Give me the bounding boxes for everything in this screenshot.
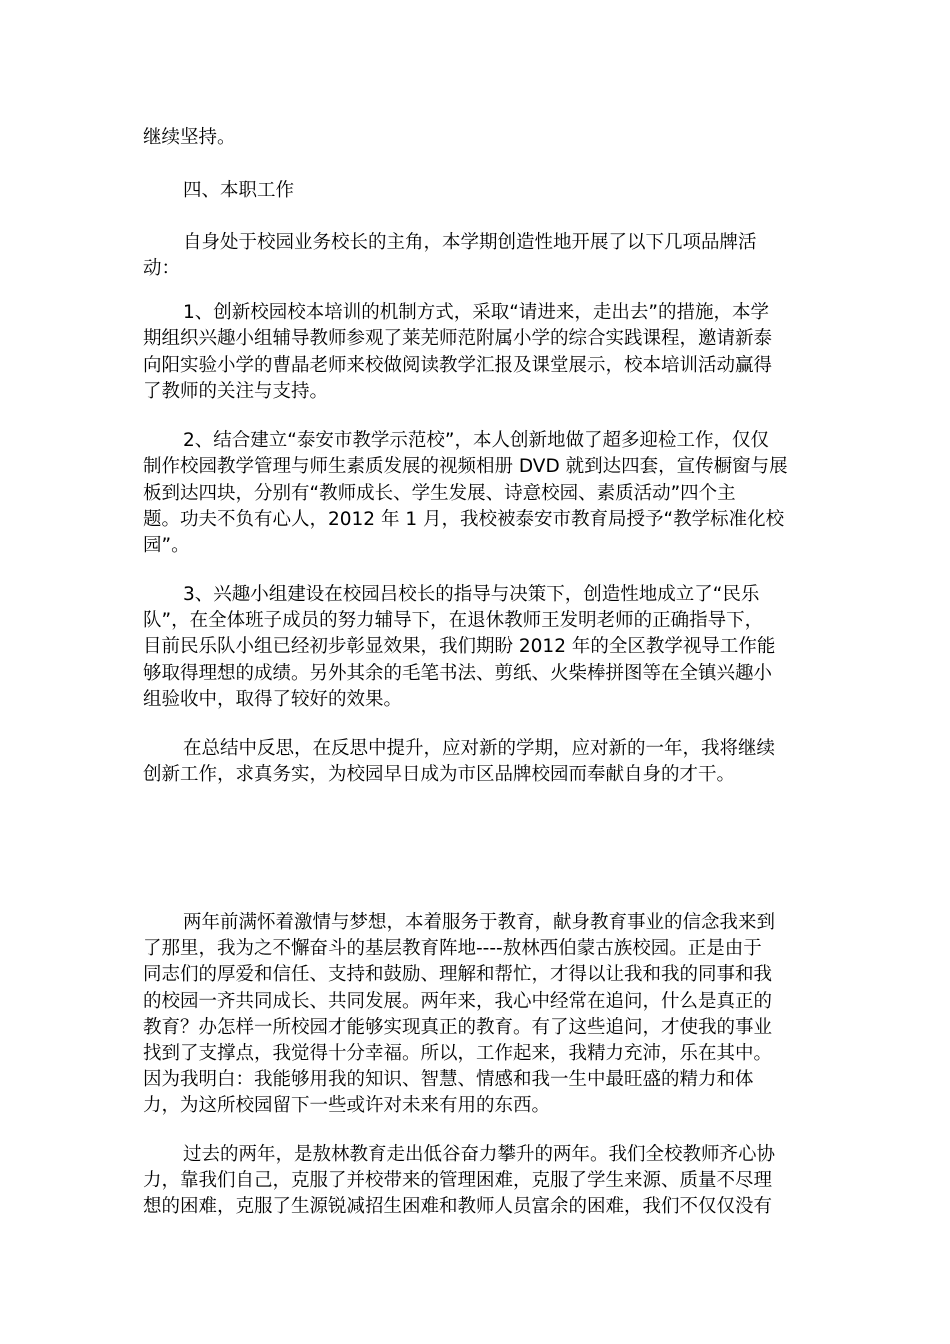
text-line: 的校园一齐共同成长、共同发展。两年来，我心中经常在追问，什么是真正的	[143, 991, 773, 1012]
text-line: 创新工作，求真务实，为校园早日成为市区品牌校园而奉献自身的才干。	[143, 764, 736, 785]
text-line: 力，为这所校园留下一些或许对未来有用的东西。	[143, 1095, 551, 1116]
section-heading: 四、本职工作	[183, 180, 295, 201]
text-line: 制作校园教学管理与师生素质发展的视频相册 DVD 就到达四套，宣传橱窗与展	[143, 456, 788, 477]
text-line: 想的困难，克服了生源锐减招生困难和教师人员富余的困难，我们不仅仅没有	[143, 1196, 773, 1217]
text-line: 园”。	[143, 535, 190, 556]
text-line: 目前民乐队小组已经初步彰显效果，我们期盼 2012 年的全区教学视导工作能	[143, 636, 776, 657]
text-line: 板到达四块，分别有“教师成长、学生发展、诗意校园、素质活动”四个主	[143, 483, 736, 504]
text-line: 3、兴趣小组建设在校园吕校长的指导与决策下，创造性地成立了“民乐	[183, 584, 760, 605]
text-line: 力，靠我们自己，克服了并校带来的管理困难，克服了学生来源、质量不尽理	[143, 1170, 773, 1191]
text-line: 在总结中反思，在反思中提升，应对新的学期，应对新的一年，我将继续	[183, 738, 776, 759]
text-line: 组验收中，取得了较好的效果。	[143, 689, 403, 710]
text-line: 过去的两年，是敖林教育走出低谷奋力攀升的两年。我们全校教师齐心协	[183, 1144, 776, 1165]
text-line: 因为我明白：我能够用我的知识、智慧、情感和我一生中最旺盛的精力和体	[143, 1069, 754, 1090]
text-line: 同志们的厚爱和信任、支持和鼓励、理解和帮忙，才得以让我和我的同事和我	[143, 964, 773, 985]
text-line: 动：	[143, 258, 181, 279]
text-line: 队”，在全体班子成员的努力辅导下，在退休教师王发明老师的正确指导下，	[143, 610, 764, 631]
text-line: 1、创新校园校本培训的机制方式，采取“请进来，走出去”的措施，本学	[183, 302, 769, 323]
text-line: 继续坚持。	[143, 127, 236, 148]
text-line: 了那里，我为之不懈奋斗的基层教育阵地----敖林西伯蒙古族校园。正是由于	[143, 938, 762, 959]
text-line: 自身处于校园业务校长的主角，本学期创造性地开展了以下几项品牌活	[183, 232, 757, 253]
text-line: 向阳实验小学的曹晶老师来校做阅读教学汇报及课堂展示，校本培训活动赢得	[143, 355, 773, 376]
text-line: 两年前满怀着激情与梦想，本着服务于教育，献身教育事业的信念我来到	[183, 912, 776, 933]
text-line: 找到了支撑点，我觉得十分幸福。所以，工作起来，我精力充沛，乐在其中。	[143, 1043, 773, 1064]
text-line: 够取得理想的成绩。另外其余的毛笔书法、剪纸、火柴棒拼图等在全镇兴趣小	[143, 663, 773, 684]
text-line: 题。功夫不负有心人，2012 年 1 月，我校被泰安市教育局授予“教学标准化校	[143, 509, 785, 530]
text-line: 教育？办怎样一所校园才能够实现真正的教育。有了这些追问，才使我的事业	[143, 1017, 773, 1038]
text-line: 了教师的关注与支持。	[143, 381, 329, 402]
text-line: 期组织兴趣小组辅导教师参观了莱芜师范附属小学的综合实践课程，邀请新泰	[143, 328, 773, 349]
text-line: 2、结合建立“泰安市教学示范校”，本人创新地做了超多迎检工作，仅仅	[183, 430, 769, 451]
